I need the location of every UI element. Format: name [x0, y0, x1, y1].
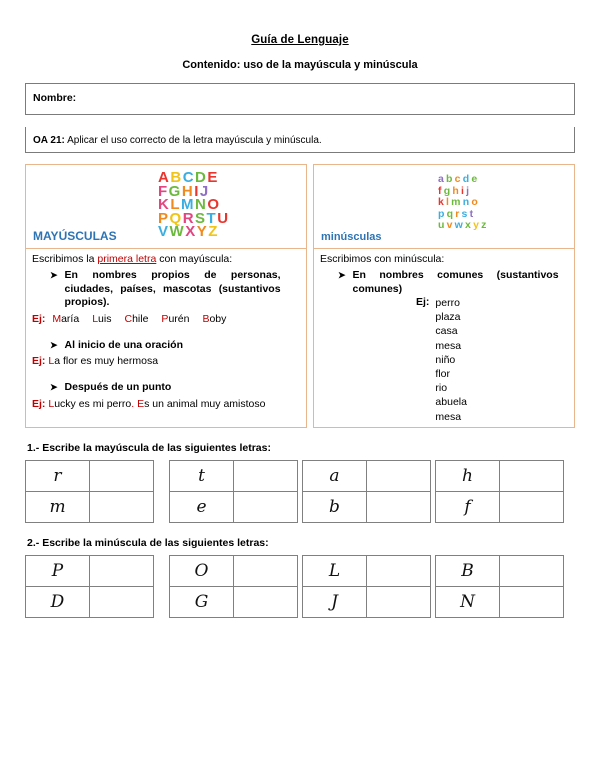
- example-label: Ej:: [416, 296, 430, 308]
- example-label: Ej:: [32, 355, 46, 367]
- alphabet-letter: z: [481, 219, 489, 231]
- letter-cell: e: [170, 492, 234, 523]
- name-label: Nombre:: [33, 92, 77, 104]
- uppercase-rule-3: [32, 381, 300, 395]
- answer-cell[interactable]: [367, 556, 431, 587]
- alphabet-letter: h: [452, 184, 461, 197]
- alphabet-letter: B: [170, 169, 183, 186]
- alphabet-letter: t: [469, 207, 476, 220]
- alphabet-letter: c: [454, 173, 463, 185]
- letter-cell: G: [170, 587, 234, 618]
- example-label: Ej:: [32, 397, 46, 410]
- lowercase-panel-body: [314, 249, 574, 427]
- table-row: [170, 492, 298, 523]
- letter-table: [302, 555, 431, 618]
- word-rest: oby: [209, 312, 227, 325]
- sentence-rest: a flor es muy hermosa: [54, 355, 159, 367]
- spacer: [32, 326, 300, 335]
- common-noun-examples: [435, 296, 467, 424]
- letter-table: [25, 555, 154, 618]
- alphabet-letter: H: [181, 182, 195, 200]
- alphabet-letter: n: [462, 196, 472, 208]
- alphabet-letter: e: [471, 173, 480, 185]
- uppercase-panel: [25, 164, 307, 428]
- exercise-1-prompt: Escribe la mayúscula de las siguientes letras:: [42, 442, 271, 454]
- answer-cell[interactable]: [367, 492, 431, 523]
- letter-cell: r: [26, 461, 90, 492]
- sentence-capital: L: [48, 355, 55, 367]
- alphabet-letter: r: [455, 207, 462, 220]
- proper-noun: [161, 312, 189, 326]
- alphabet-letter: l: [446, 196, 452, 208]
- proper-noun-examples: [48, 313, 226, 325]
- letter-cell: t: [170, 461, 234, 492]
- lowercase-example-block: [320, 296, 568, 424]
- exercise-1-title: [27, 442, 575, 454]
- answer-cell[interactable]: [367, 587, 431, 618]
- alphabet-letter: M: [181, 196, 196, 213]
- alphabet-letter: p: [438, 207, 447, 220]
- letter-cell: D: [26, 587, 90, 618]
- exercise-2-number: 2.-: [27, 537, 40, 549]
- answer-cell[interactable]: [90, 461, 154, 492]
- alphabet-letter: j: [466, 184, 472, 197]
- alphabet-letter: Y: [196, 223, 209, 240]
- common-noun: mesa: [435, 410, 462, 423]
- lowercase-alphabet-header: [314, 165, 574, 249]
- uppercase-rule-2: [32, 339, 300, 353]
- sentence-fragment: ucky es mi perro: [54, 397, 132, 410]
- word-rest: aría: [61, 312, 80, 325]
- letter-cell: N: [436, 587, 500, 618]
- capital-letter: B: [202, 312, 210, 325]
- alphabet-letter: u: [438, 219, 447, 231]
- answer-cell[interactable]: [234, 587, 298, 618]
- uppercase-rule-2-text: Al inicio de una oración: [64, 338, 183, 351]
- answer-cell[interactable]: [90, 556, 154, 587]
- arrow-bullet-icon: ➤: [338, 270, 346, 280]
- common-noun: perro: [435, 297, 460, 309]
- lowercase-lead: Escribimos con minúscula:: [320, 253, 445, 265]
- uppercase-panel-label: MAYÚSCULAS: [33, 229, 117, 243]
- uppercase-rule-2-example: [32, 354, 300, 368]
- arrow-bullet-icon: ➤: [50, 270, 58, 280]
- uppercase-rule-1: [32, 269, 300, 310]
- answer-cell[interactable]: [234, 492, 298, 523]
- table-row: [436, 492, 564, 523]
- proper-noun: [52, 312, 79, 326]
- alphabet-letter: I: [194, 182, 200, 200]
- uppercase-rule-3-example: [32, 397, 300, 411]
- table-row: [303, 492, 431, 523]
- capital-letter: P: [161, 312, 169, 325]
- alphabet-letter: d: [462, 173, 472, 185]
- exercise-1-tables: [25, 460, 575, 523]
- answer-cell[interactable]: [500, 556, 564, 587]
- table-row: [170, 587, 298, 618]
- letter-table: [302, 460, 431, 523]
- alphabet-letter: L: [170, 196, 182, 213]
- letter-cell: J: [303, 587, 367, 618]
- alphabet-letter: g: [443, 184, 453, 197]
- alphabet-letter: o: [471, 196, 480, 208]
- example-label: Ej:: [32, 312, 46, 325]
- uppercase-lead-before: Escribimos la: [32, 253, 98, 265]
- alphabet-letter: Z: [208, 223, 219, 240]
- objective-code: OA 21:: [33, 135, 65, 146]
- sentence-fragment: s un animal muy amistoso: [144, 397, 266, 410]
- table-row: [26, 461, 154, 492]
- answer-cell[interactable]: [500, 461, 564, 492]
- alphabet-letter: a: [438, 173, 447, 185]
- letter-cell: f: [436, 492, 500, 523]
- objective-box: [25, 127, 575, 153]
- lowercase-rule-1: [320, 269, 568, 296]
- lowercase-alphabet-art: [438, 174, 489, 232]
- alphabet-letter: F: [158, 182, 169, 200]
- proper-noun: [124, 312, 148, 326]
- letter-cell: L: [303, 556, 367, 587]
- exercise-1-number: 1.-: [27, 442, 40, 454]
- uppercase-panel-body: [26, 249, 306, 427]
- exercise-2-tables: [25, 555, 575, 618]
- letter-cell: h: [436, 461, 500, 492]
- lowercase-panel-label: minúsculas: [321, 231, 382, 243]
- alphabet-letter: E: [207, 169, 219, 186]
- alphabet-letter: m: [451, 196, 463, 208]
- alphabet-letter: G: [168, 182, 182, 200]
- table-row: [170, 556, 298, 587]
- arrow-bullet-icon: ➤: [50, 339, 58, 350]
- objective-line: [33, 135, 322, 146]
- capital-letter: L: [48, 397, 55, 410]
- alphabet-letter: w: [454, 219, 466, 231]
- letter-table: [25, 460, 154, 523]
- uppercase-rule-1-example: [32, 312, 300, 326]
- alphabet-letter: y: [473, 219, 482, 231]
- alphabet-row: [158, 225, 230, 239]
- alphabet-letter: R: [182, 209, 196, 227]
- letter-cell: m: [26, 492, 90, 523]
- capital-letter: M: [52, 312, 62, 325]
- uppercase-rule-1-text: En nombres propios de personas, ciudades, países, mascotas (sustantivos propios).: [64, 269, 281, 308]
- alphabet-letter: P: [158, 209, 170, 227]
- table-row: [26, 556, 154, 587]
- uppercase-rule-3-text: Después de un punto: [64, 381, 172, 393]
- answer-cell[interactable]: [367, 461, 431, 492]
- table-row: [303, 556, 431, 587]
- table-row: [26, 587, 154, 618]
- spacer: [32, 368, 300, 377]
- proper-noun: [202, 312, 226, 326]
- table-row: [303, 587, 431, 618]
- alphabet-letter: Q: [169, 209, 183, 227]
- alphabet-letter: V: [158, 223, 170, 240]
- letter-cell: P: [26, 556, 90, 587]
- capital-letter: E: [137, 397, 145, 410]
- alphabet-letter: U: [217, 209, 230, 227]
- alphabet-letter: W: [169, 223, 186, 240]
- capital-letter: .: [131, 397, 135, 410]
- alphabet-letter: X: [185, 223, 197, 240]
- lowercase-panel: [313, 164, 575, 428]
- answer-cell[interactable]: [90, 492, 154, 523]
- alphabet-letter: s: [461, 207, 470, 220]
- common-noun: niño: [435, 353, 456, 366]
- alphabet-letter: i: [460, 184, 467, 197]
- name-box[interactable]: [25, 83, 575, 115]
- alphabet-letter: x: [465, 219, 474, 231]
- answer-cell[interactable]: [500, 492, 564, 523]
- table-row: [436, 461, 564, 492]
- word-rest: hile: [132, 312, 149, 325]
- table-row: [436, 556, 564, 587]
- alphabet-letter: f: [438, 184, 444, 197]
- capital-letter: L: [92, 312, 99, 325]
- common-noun: abuela: [435, 396, 467, 409]
- word-rest: uis: [98, 312, 112, 325]
- common-noun: casa: [435, 325, 458, 338]
- table-row: [170, 461, 298, 492]
- objective-text: Aplicar el uso correcto de la letra mayúscula y minúscula.: [64, 135, 322, 146]
- common-noun: mesa: [435, 339, 462, 352]
- lowercase-rule-1-text: En nombres comunes (sustantivos comunes): [352, 269, 559, 295]
- uppercase-alphabet-art: [158, 171, 230, 239]
- exercise-2-title: [27, 537, 575, 549]
- alphabet-letter: D: [195, 169, 208, 186]
- answer-cell[interactable]: [234, 461, 298, 492]
- common-noun: rio: [435, 382, 448, 395]
- letter-cell: O: [170, 556, 234, 587]
- word-rest: urén: [168, 312, 190, 325]
- letter-table: [169, 460, 298, 523]
- alphabet-letter: v: [446, 219, 455, 231]
- table-row: [436, 587, 564, 618]
- proper-noun: [92, 312, 111, 326]
- table-row: [26, 492, 154, 523]
- theory-panels: [25, 164, 575, 428]
- capital-letter: C: [124, 312, 133, 325]
- common-noun: plaza: [435, 311, 461, 324]
- letter-table: [169, 555, 298, 618]
- answer-cell[interactable]: [500, 587, 564, 618]
- alphabet-letter: b: [446, 173, 455, 185]
- answer-cell[interactable]: [234, 556, 298, 587]
- alphabet-letter: T: [206, 209, 218, 227]
- alphabet-letter: J: [199, 182, 210, 200]
- alphabet-letter: k: [438, 196, 447, 208]
- table-row: [303, 461, 431, 492]
- letter-cell: a: [303, 461, 367, 492]
- uppercase-alphabet-header: [26, 165, 306, 249]
- alphabet-row: [438, 220, 489, 232]
- uppercase-lead: [32, 253, 300, 265]
- answer-cell[interactable]: [90, 587, 154, 618]
- alphabet-letter: N: [195, 196, 208, 213]
- alphabet-letter: O: [207, 196, 221, 213]
- alphabet-letter: K: [158, 196, 171, 213]
- letter-table: [435, 555, 564, 618]
- letter-cell: b: [303, 492, 367, 523]
- uppercase-lead-highlight: primera letra: [97, 253, 157, 265]
- uppercase-lead-after: con mayúscula:: [156, 253, 233, 265]
- alphabet-letter: S: [195, 209, 207, 227]
- page-title: Guía de Lenguaje: [251, 34, 349, 46]
- page-subtitle: Contenido: uso de la mayúscula y minúscula: [182, 59, 418, 71]
- alphabet-letter: A: [158, 169, 171, 186]
- letter-table: [435, 460, 564, 523]
- sentence-after-period: [48, 398, 265, 410]
- arrow-bullet-icon: ➤: [50, 382, 58, 392]
- alphabet-letter: q: [446, 207, 456, 220]
- alphabet-letter: C: [182, 169, 196, 186]
- letter-cell: B: [436, 556, 500, 587]
- common-noun: flor: [435, 368, 451, 381]
- exercise-2-prompt: Escribe la minúscula de las siguientes letras:: [42, 537, 269, 549]
